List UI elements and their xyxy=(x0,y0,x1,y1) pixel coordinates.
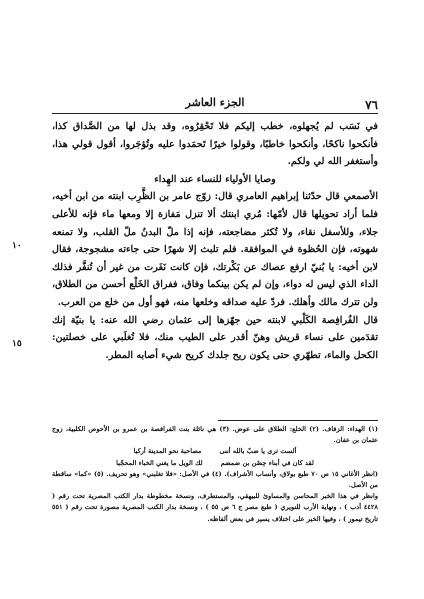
header-rule xyxy=(52,113,378,114)
page-header xyxy=(52,90,378,112)
section-heading: وصايا الأولياء للنساء عند الهِداء xyxy=(154,173,276,185)
footnotes xyxy=(52,424,378,525)
running-head: الجزء العاشر xyxy=(185,96,245,109)
paragraph-2: الأصمعي قال حدّثنا إبراهيم العامري قال: زوّج عامر بن الظَّرِب ابنته من ابن أخيه، فلما أراد تحويلها قال لأمّها: مُري ابنتك ألا تنزل مَفازة إلا ومعها ماء فإنه للأعلى جلاء، وللأسفل نقاء، ولا تُكثر مضاجعته، فإنه إذا ملّ البدنُ ملّ القلب، ولا تمنعه شهوته، فإن الحُظوة في الموافقة. فلم تلبث إلا شهرًا حتى جاءته مشجوجة، فقال لابن أخيه: يا بُنيّ ارفع عصاك عن بَكْرتك، فإن كانت نَفَرت من غير أن تُنفَّر فذلك الداء الذي ليس له دواء، وإن لم يكن بينكما وفاق، ففراق الخَلْع أحسن من الطلاق، ولن تترك مالك وأهلك. فردّ عليه صداقه وخلعها منه، فهو أول من خلع من العرب. xyxy=(52,191,378,308)
paragraph-3: قال الفُرافِصة الكَلْبي لابنته حين جهّزها إلى عثمان رضي الله عنه: يا بنيّة إنك تقدَمين على نساء قريش وهنّ أقدر على الطيب منك، فلا تُغلَبي على خصلتين: الكحل والماء، تطهّري حتى يكون ريح جلدك كريح شيء أصابه المطر. xyxy=(52,314,378,361)
verse-line-1 xyxy=(52,446,378,457)
line-number-10: ١٠ xyxy=(12,241,22,251)
paragraph-1: في نَسَب لم يُجهلوه، خطب إليكم فلا تَحْقِرُوه، وقد بذل لها من الصَّداق كذا، فأنكحوا ناكحًا، وأنكحوا خاطبًا، وقولوا خيرًا تَحمَدوا عليه وتُؤجَروا، أقول قولي هذا، وأستغفر الله لي ولكم. xyxy=(52,121,378,168)
verse-hemistich: ألست ترى يا ضبّ بالله أننى xyxy=(219,447,297,456)
footnote-1: (١) الهداء: الزفاف. (٢) الخلع: الطلاق على عوض. (٣) هي نائلة بنت الفرافصة بن عمرو بن الأحوص الكلبية، زوج عثمان بن عفان. xyxy=(52,425,379,445)
line-number-15: ١٥ xyxy=(12,339,22,349)
verse-hemistich: لك الويل ما يغني الخباء المحجّبا xyxy=(116,458,203,467)
verse-hemistich: لقد كان في أبناء حِصْن بن ضمضم xyxy=(220,458,314,467)
page-number: ٧٦ xyxy=(365,98,378,112)
verse-hemistich: مصاحبة نحو المدينة أركبا xyxy=(133,447,202,456)
footnote-3: وانظر في هذا الخبر المحاسن والمساوئ للبيهقي، والمستطرف، ونسخة مخطوطة بدار الكتب المصرية تحت رقم ( ٤٤٢٨ أدب ) ، ونهاية الأرب للنويري ( طبع مصر ج ٦ ص ٥٥ ) ، ونسخة بدار الكتب المصرية مصورة تحت رقم ( ٥٥١ تاريخ تيمور ) ، وفيها الخبر على اختلاف يسير في بعض ألفاظه. xyxy=(52,492,378,523)
main-text xyxy=(52,118,378,364)
footnote-rule xyxy=(218,420,378,421)
footnote-2: (انظر الأغاني ١٥ ص ٧٠ طبع بولاق، وأنساب الأشراف). (٤) في الأصل: «فلا تغلبني» وهو تحريف. (٥) «كما» ساقطة من الأصل. xyxy=(52,469,378,490)
verse-line-2 xyxy=(52,458,378,469)
